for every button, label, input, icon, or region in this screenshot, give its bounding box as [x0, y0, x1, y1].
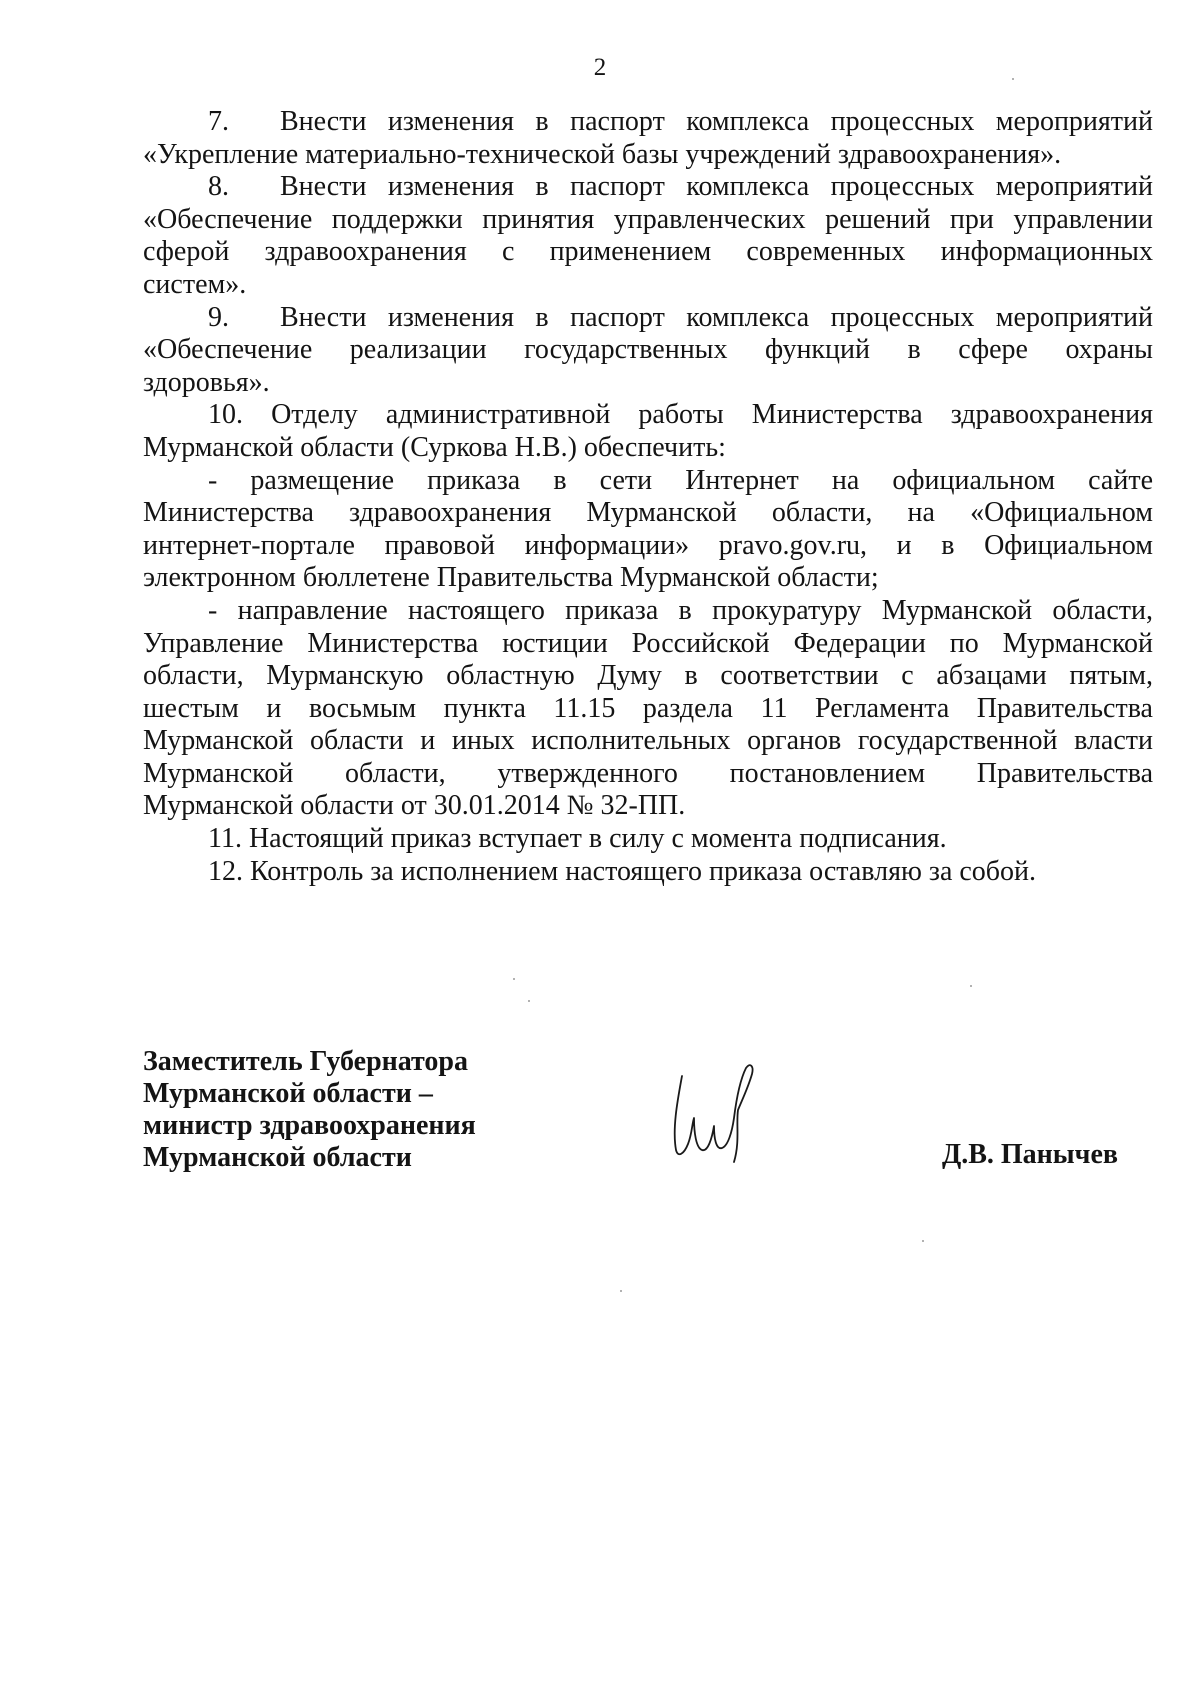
paragraph-10-item-2-continuation	[143, 758, 1153, 791]
paragraph-line: - направление настоящего приказа в прокуратуру Мурманской области,	[208, 594, 1153, 626]
paragraph-9	[143, 302, 1153, 335]
paragraph-line: систем».	[143, 268, 247, 300]
paragraph-12	[143, 856, 1153, 889]
paragraph-line: - размещение приказа в сети Интернет на официальном сайте	[208, 464, 1153, 496]
paragraph-line: «Обеспечение поддержки принятия управленческих решений при управлении	[143, 203, 1153, 235]
paragraph-8	[143, 171, 1153, 204]
paragraph-10-item-2-continuation	[143, 693, 1153, 726]
paragraph-10-item-2-continuation	[143, 725, 1153, 758]
paragraph-line: 11. Настоящий приказ вступает в силу с момента подписания.	[208, 823, 947, 855]
signer-position-line: Заместитель Губернатора	[143, 1046, 469, 1077]
paragraph-line: «Обеспечение реализации государственных функций в сфере охраны	[143, 334, 1153, 366]
paragraph-9-continuation	[143, 367, 1153, 400]
signer-position-line: Мурманской области –	[143, 1078, 433, 1109]
document-body	[143, 106, 1153, 888]
paragraph-line: Мурманской области и иных исполнительных органов государственной власти	[143, 725, 1153, 757]
paragraph-line: Внести изменения в паспорт комплекса процессных мероприятий	[280, 301, 1153, 333]
paragraph-8-continuation	[143, 236, 1153, 269]
paragraph-line: области, Мурманскую областную Думу в соответствии с абзацами пятым,	[143, 660, 1153, 692]
scan-speck	[528, 1000, 530, 1002]
signer-position-line: Мурманской области	[143, 1142, 412, 1173]
paragraph-10-item-2-continuation	[143, 790, 1153, 823]
paragraph-10-item-1-continuation	[143, 562, 1153, 595]
paragraph-line: шестым и восьмым пункта 11.15 раздела 11 Регламента Правительства	[143, 692, 1153, 724]
scan-speck	[922, 1240, 924, 1242]
paragraph-line: Министерства здравоохранения Мурманской области, на «Официальном	[143, 497, 1153, 529]
paragraph-line: Мурманской области, утвержденного постановлением Правительства	[143, 757, 1153, 789]
paragraph-9-continuation	[143, 334, 1153, 367]
paragraph-8-continuation	[143, 269, 1153, 302]
paragraph-10-item-2-continuation	[143, 628, 1153, 661]
paragraph-8-continuation	[143, 204, 1153, 237]
paragraph-number: 9.	[208, 301, 229, 333]
paragraph-11	[143, 823, 1153, 856]
scan-speck	[970, 985, 972, 987]
paragraph-10	[143, 399, 1153, 432]
paragraph-line: Управление Министерства юстиции Российской Федерации по Мурманской	[143, 627, 1153, 659]
paragraph-10-item-2	[143, 595, 1153, 628]
paragraph-7	[143, 106, 1153, 139]
paragraph-10-continuation	[143, 432, 1153, 465]
paragraph-line: сферой здравоохранения с применением современных информационных	[143, 236, 1153, 268]
paragraph-line: интернет-портале правовой информации» pravo.gov.ru, и в Официальном	[143, 529, 1153, 561]
scan-speck	[513, 978, 515, 980]
signer-position	[143, 1046, 476, 1174]
paragraph-7-continuation	[143, 139, 1153, 172]
paragraph-number: 8.	[208, 171, 229, 203]
paragraph-10-item-1-continuation	[143, 497, 1153, 530]
paragraph-number: 7.	[208, 106, 229, 137]
paragraph-line: «Укрепление материально-технической базы учреждений здравоохранения».	[143, 138, 1062, 170]
paragraph-line: Мурманской области от 30.01.2014 № 32-ПП.	[143, 790, 686, 822]
paragraph-line: 12. Контроль за исполнением настоящего приказа оставляю за собой.	[208, 855, 1037, 887]
paragraph-line: Внести изменения в паспорт комплекса процессных мероприятий	[280, 106, 1153, 137]
paragraph-10-item-2-continuation	[143, 660, 1153, 693]
paragraph-line: здоровья».	[143, 366, 270, 398]
paragraph-line: электронном бюллетене Правительства Мурманской области;	[143, 562, 879, 594]
paragraph-line: Мурманской области (Суркова Н.В.) обеспечить:	[143, 431, 726, 463]
page-number: 2	[593, 54, 607, 81]
paragraph-10-item-1-continuation	[143, 530, 1153, 563]
scan-speck	[1012, 78, 1014, 80]
signer-position-line: министр здравоохранения	[143, 1110, 476, 1141]
handwritten-signature-icon	[668, 1058, 778, 1168]
scan-speck	[620, 1290, 622, 1292]
paragraph-line: Внести изменения в паспорт комплекса процессных мероприятий	[280, 171, 1153, 203]
paragraph-10-item-1	[143, 465, 1153, 498]
signer-name: Д.В. Панычев	[941, 1139, 1118, 1170]
paragraph-line: 10. Отделу административной работы Министерства здравоохранения	[208, 399, 1153, 431]
